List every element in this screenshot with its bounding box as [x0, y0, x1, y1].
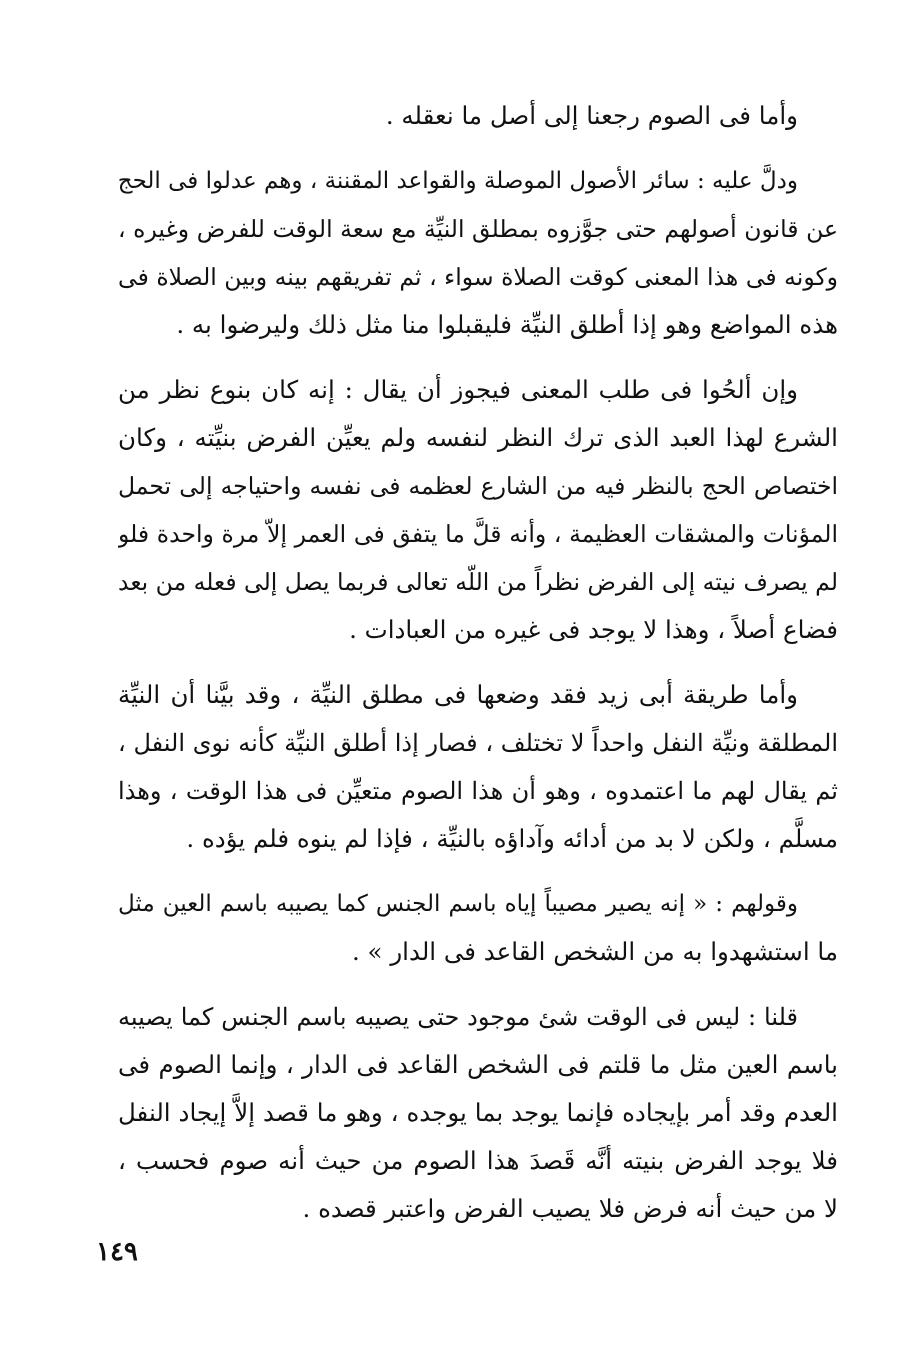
page-number: ١٤٩	[96, 1237, 138, 1267]
text-line: الشرع لهذا العبد الذى ترك النظر لنفسه ولم يعيِّن الفرض بنيِّته ، وكان	[118, 423, 838, 452]
paragraph	[118, 880, 838, 976]
text-line: وأما فى الصوم رجعنا إلى أصل ما نعقله .	[385, 101, 798, 130]
text-line: لم يصرف نيته إلى الفرض نظراً من اللّه تعالى فربما يصل إلى فعله من بعد	[118, 568, 838, 596]
text-line: المؤنات والمشقات العظيمة ، وأنه قلَّ ما يتفق فى العمر إلاّ مرة واحدة فلو	[118, 520, 838, 548]
paragraph	[118, 157, 838, 349]
text-line: وإن ألحُوا فى طلب المعنى فيجوز أن يقال : إنه كان بنوع نظر من	[118, 375, 798, 404]
paragraph	[118, 92, 838, 140]
body-text	[118, 92, 838, 1250]
text-line: مسلَّم ، ولكن لا بد من أدائه وآداؤه بالنيِّة ، فإذا لم ينوه فلم يؤده .	[186, 824, 838, 853]
text-line: ودلَّ عليه : سائر الأصول الموصلة والقواعد المقننة ، وهم عدلوا فى الحج	[118, 168, 798, 194]
text-line: وكونه فى هذا المعنى كوقت الصلاة سواء ، ثم تفريقهم بينه وبين الصلاة فى	[118, 263, 838, 291]
paragraph	[118, 671, 838, 863]
text-line: ثم يقال لهم ما اعتمدوه ، وهو أن هذا الصوم متعيِّن فى هذا الوقت ، وهذا	[118, 777, 838, 805]
text-line: اختصاص الحج بالنظر فيه من الشارع لعظمه فى نفسه واحتياجه إلى تحمل	[118, 472, 838, 500]
paragraph	[118, 993, 838, 1233]
text-line: وأما طريقة أبى زيد فقد وضعها فى مطلق النيِّة ، وقد بيَّنا أن النيِّة	[118, 680, 798, 709]
text-line: باسم العين مثل ما قلتم فى الشخص القاعد فى الدار ، وإنما الصوم فى	[118, 1050, 838, 1079]
text-line: عن قانون أصولهم حتى جوَّزوه بمطلق النيِّة مع سعة الوقت للفرض وغيره ،	[118, 215, 838, 243]
text-line: هذه المواضع وهو إذا أطلق النيِّة فليقبلوا منا مثل ذلك وليرضوا به .	[176, 310, 838, 339]
text-line: ما استشهدوا به من الشخص القاعد فى الدار » .	[351, 937, 838, 966]
text-line: فضاع أصلاً ، وهذا لا يوجد فى غيره من العبادات .	[349, 615, 838, 644]
text-line: فلا يوجد الفرض بنيته أنَّه قَصدَ هذا الصوم من حيث أنه صوم فحسب ،	[118, 1146, 838, 1175]
text-line: قلنا : ليس فى الوقت شئ موجود حتى يصيبه باسم الجنس كما يصيبه	[118, 1003, 798, 1031]
text-line: العدم وقد أمر بإيجاده فإنما يوجد بما يوجده ، وهو ما قصد إلاَّ إيجاد النفل	[118, 1098, 838, 1127]
text-line: المطلقة ونيِّة النفل واحداً لا تختلف ، فصار إذا أطلق النيِّة كأنه نوى النفل ،	[118, 729, 838, 757]
paragraph	[118, 366, 838, 654]
text-line: وقولهم : « إنه يصير مصيباً إياه باسم الجنس كما يصيبه باسم العين مثل	[118, 891, 798, 917]
text-line: لا من حيث أنه فرض فلا يصيب الفرض واعتبر قصده .	[302, 1194, 838, 1223]
